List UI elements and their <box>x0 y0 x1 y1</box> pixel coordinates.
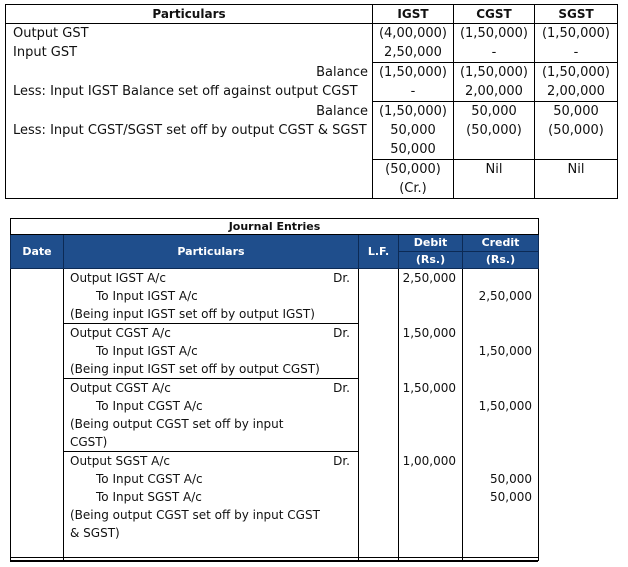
summary-row-balance-1 <box>6 63 618 83</box>
credit-account: To Input IGST A/c <box>96 289 198 303</box>
summary-row-balance-2 <box>6 102 618 122</box>
summary-row-final-cr <box>6 179 618 199</box>
debit-entry-2 <box>399 324 462 379</box>
sgst-value: 2,00,000 <box>535 82 618 102</box>
header-credit-unit: (Rs.) <box>463 252 539 269</box>
cgst-value <box>454 179 535 199</box>
summary-row-continuation <box>6 140 618 160</box>
header-particulars: Particulars <box>6 5 373 24</box>
igst-value: 50,000 <box>373 121 454 140</box>
header-lf: L.F. <box>359 235 399 269</box>
dr-label: Dr. <box>333 271 350 285</box>
summary-row-final <box>6 160 618 180</box>
narration: (Being input IGST set off by output IGST) <box>70 307 315 321</box>
dr-label: Dr. <box>333 326 350 340</box>
cgst-value: (1,50,000) <box>454 63 535 83</box>
row-label: Balance <box>6 102 373 122</box>
igst-value: (1,50,000) <box>373 63 454 83</box>
credit-entry-2 <box>463 324 538 379</box>
credit-amount: 2,50,000 <box>478 289 532 303</box>
header-particulars: Particulars <box>64 235 359 269</box>
debit-amount: 1,50,000 <box>402 381 456 395</box>
dr-label: Dr. <box>333 381 350 395</box>
igst-value: 2,50,000 <box>373 43 454 63</box>
gst-setoff-summary-table <box>5 4 618 199</box>
journal-entries-table <box>10 218 539 561</box>
row-label: Input GST <box>6 43 373 63</box>
credit-amount: 1,50,000 <box>478 399 532 413</box>
debit-account: Output CGST A/c <box>70 381 171 395</box>
header-igst: IGST <box>373 5 454 24</box>
debit-amount: 1,50,000 <box>402 326 456 340</box>
summary-header-row <box>6 5 618 24</box>
journal-entry-4 <box>64 452 358 560</box>
journal-title: Journal Entries <box>11 219 539 235</box>
journal-entry-2 <box>64 324 358 379</box>
sgst-value: (1,50,000) <box>535 63 618 83</box>
date-column <box>11 269 64 561</box>
credit-amount: 50,000 <box>490 490 532 504</box>
debit-amount: 2,50,000 <box>402 271 456 285</box>
narration: (Being output CGST set off by input CGST) <box>70 417 284 449</box>
cgst-value <box>454 140 535 160</box>
debit-account: Output CGST A/c <box>70 326 171 340</box>
sgst-value <box>535 179 618 199</box>
sgst-value: (1,50,000) <box>535 24 618 44</box>
credit-account: To Input CGST A/c <box>96 472 203 486</box>
debit-amount: 1,00,000 <box>402 454 456 468</box>
sgst-value: - <box>535 43 618 63</box>
summary-row-less-igst-setoff <box>6 82 618 102</box>
sgst-value: 50,000 <box>535 102 618 122</box>
row-label: Less: Input CGST/SGST set off by output CGST & SGST <box>6 121 373 140</box>
debit-account: Output SGST A/c <box>70 454 171 468</box>
debit-entry-4 <box>399 452 462 470</box>
header-date: Date <box>11 235 64 269</box>
credit-entry-1 <box>463 269 538 324</box>
header-debit: Debit <box>399 235 463 252</box>
igst-value: - <box>373 82 454 102</box>
particulars-column <box>64 269 359 561</box>
credit-amount: 50,000 <box>490 472 532 486</box>
debit-account: Output IGST A/c <box>70 271 166 285</box>
igst-value: 50,000 <box>373 140 454 160</box>
igst-value: (4,00,000) <box>373 24 454 44</box>
credit-amount: 1,50,000 <box>478 344 532 358</box>
row-label <box>6 179 373 199</box>
summary-row-less-cgst-sgst-setoff <box>6 121 618 140</box>
sgst-value: (50,000) <box>535 121 618 140</box>
cgst-value: - <box>454 43 535 63</box>
debit-entry-1 <box>399 269 462 324</box>
double-underline-divider <box>10 557 538 562</box>
credit-account: To Input SGST A/c <box>96 490 202 504</box>
cgst-value: 2,00,000 <box>454 82 535 102</box>
lf-column <box>359 269 399 561</box>
cgst-value: 50,000 <box>454 102 535 122</box>
credit-column <box>463 269 539 561</box>
sgst-value: Nil <box>535 160 618 180</box>
igst-value: (50,000) <box>373 160 454 180</box>
row-label: Less: Input IGST Balance set off against output CGST <box>6 82 373 102</box>
row-label: Balance <box>6 63 373 83</box>
debit-entry-3 <box>399 379 462 452</box>
header-debit-unit: (Rs.) <box>399 252 463 269</box>
narration: (Being output CGST set off by input CGST & SGST) <box>70 508 320 540</box>
narration: (Being input IGST set off by output CGST) <box>70 362 320 376</box>
header-sgst: SGST <box>535 5 618 24</box>
cgst-value: Nil <box>454 160 535 180</box>
credit-entry-4 <box>463 452 538 506</box>
row-label <box>6 140 373 160</box>
cgst-value: (1,50,000) <box>454 24 535 44</box>
igst-value: (Cr.) <box>373 179 454 199</box>
row-label <box>6 160 373 180</box>
summary-row-input-gst <box>6 43 618 63</box>
journal-entry-1 <box>64 269 358 324</box>
credit-account: To Input IGST A/c <box>96 344 198 358</box>
header-credit: Credit <box>463 235 539 252</box>
debit-column <box>399 269 463 561</box>
credit-account: To Input CGST A/c <box>96 399 203 413</box>
igst-value: (1,50,000) <box>373 102 454 122</box>
header-cgst: CGST <box>454 5 535 24</box>
credit-entry-3 <box>463 379 538 452</box>
journal-entry-3 <box>64 379 358 452</box>
dr-label: Dr. <box>333 454 350 468</box>
sgst-value <box>535 140 618 160</box>
cgst-value: (50,000) <box>454 121 535 140</box>
row-label: Output GST <box>6 24 373 44</box>
summary-row-output-gst <box>6 24 618 44</box>
